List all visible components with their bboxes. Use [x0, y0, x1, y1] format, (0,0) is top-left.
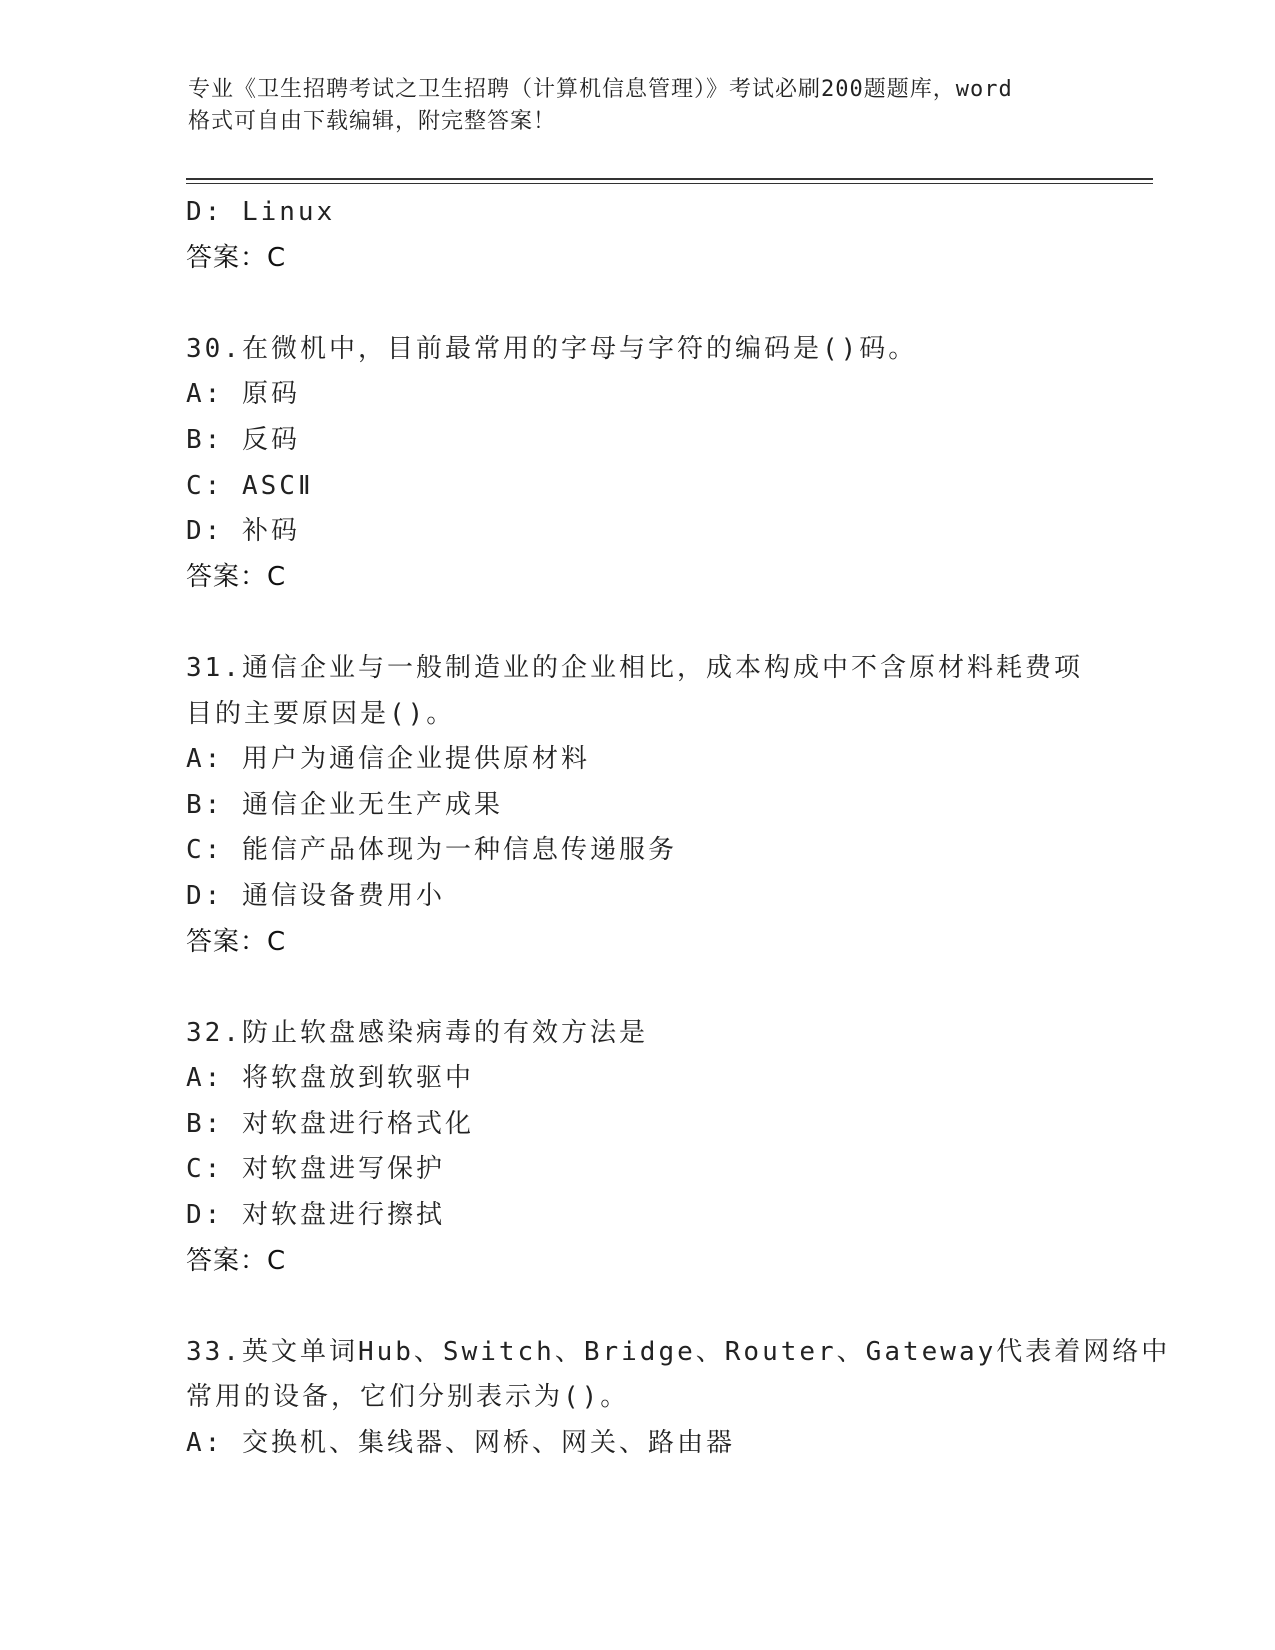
question-30 — [186, 327, 1146, 601]
option-d: D: 对软盘进行擦拭 — [186, 1200, 445, 1231]
answer-line: 答案：C — [186, 926, 287, 957]
question-stem-continued: 常用的设备，它们分别表示为()。 — [186, 1382, 630, 1413]
option-d: D: 补码 — [186, 516, 300, 547]
option-d: D: 通信设备费用小 — [186, 880, 445, 911]
option-d: D: Linux — [186, 197, 336, 227]
option-a: A: 原码 — [186, 379, 300, 410]
question-stem: 33.英文单词Hub、Switch、Bridge、Router、Gateway代表着网络中 — [186, 1336, 1171, 1367]
question-31 — [186, 646, 1146, 965]
option-a: A: 用户为通信企业提供原材料 — [186, 744, 590, 775]
answer-line: 答案：C — [186, 561, 287, 592]
header-title-line-1: 专业《卫生招聘考试之卫生招聘（计算机信息管理）》考试必刷200题题库，word — [188, 77, 1013, 102]
answer-line: 答案：C — [186, 242, 287, 273]
previous-question-tail — [186, 190, 1146, 281]
question-list — [186, 190, 1171, 1467]
question-stem: 32.防止软盘感染病毒的有效方法是 — [186, 1017, 648, 1048]
option-c: C: ASCⅡ — [186, 470, 314, 501]
spacer — [186, 965, 1146, 1011]
header-title-line-2: 格式可自由下载编辑，附完整答案！ — [188, 109, 557, 134]
option-b: B: 通信企业无生产成果 — [186, 789, 503, 820]
answer-line: 答案：C — [186, 1245, 287, 1276]
option-b: B: 反码 — [186, 424, 300, 455]
question-33 — [186, 1330, 1171, 1467]
option-a: A: 将软盘放到软驱中 — [186, 1063, 474, 1094]
spacer — [186, 1284, 1146, 1330]
option-c: C: 能信产品体现为一种信息传递服务 — [186, 835, 677, 866]
spacer — [186, 600, 1146, 646]
option-a: A: 交换机、集线器、网桥、网关、路由器 — [186, 1428, 735, 1459]
option-b: B: 对软盘进行格式化 — [186, 1108, 474, 1139]
document-header — [188, 74, 1088, 138]
spacer — [186, 281, 1146, 327]
question-stem: 31.通信企业与一般制造业的企业相比，成本构成中不含原材料耗费项 — [186, 652, 1083, 683]
question-32 — [186, 1011, 1146, 1285]
option-c: C: 对软盘进写保护 — [186, 1154, 445, 1185]
header-divider-thin — [186, 183, 1153, 184]
header-divider-thick — [186, 178, 1153, 180]
question-stem-continued: 目的主要原因是()。 — [186, 698, 456, 729]
question-stem: 30.在微机中，目前最常用的字母与字符的编码是()码。 — [186, 333, 918, 364]
